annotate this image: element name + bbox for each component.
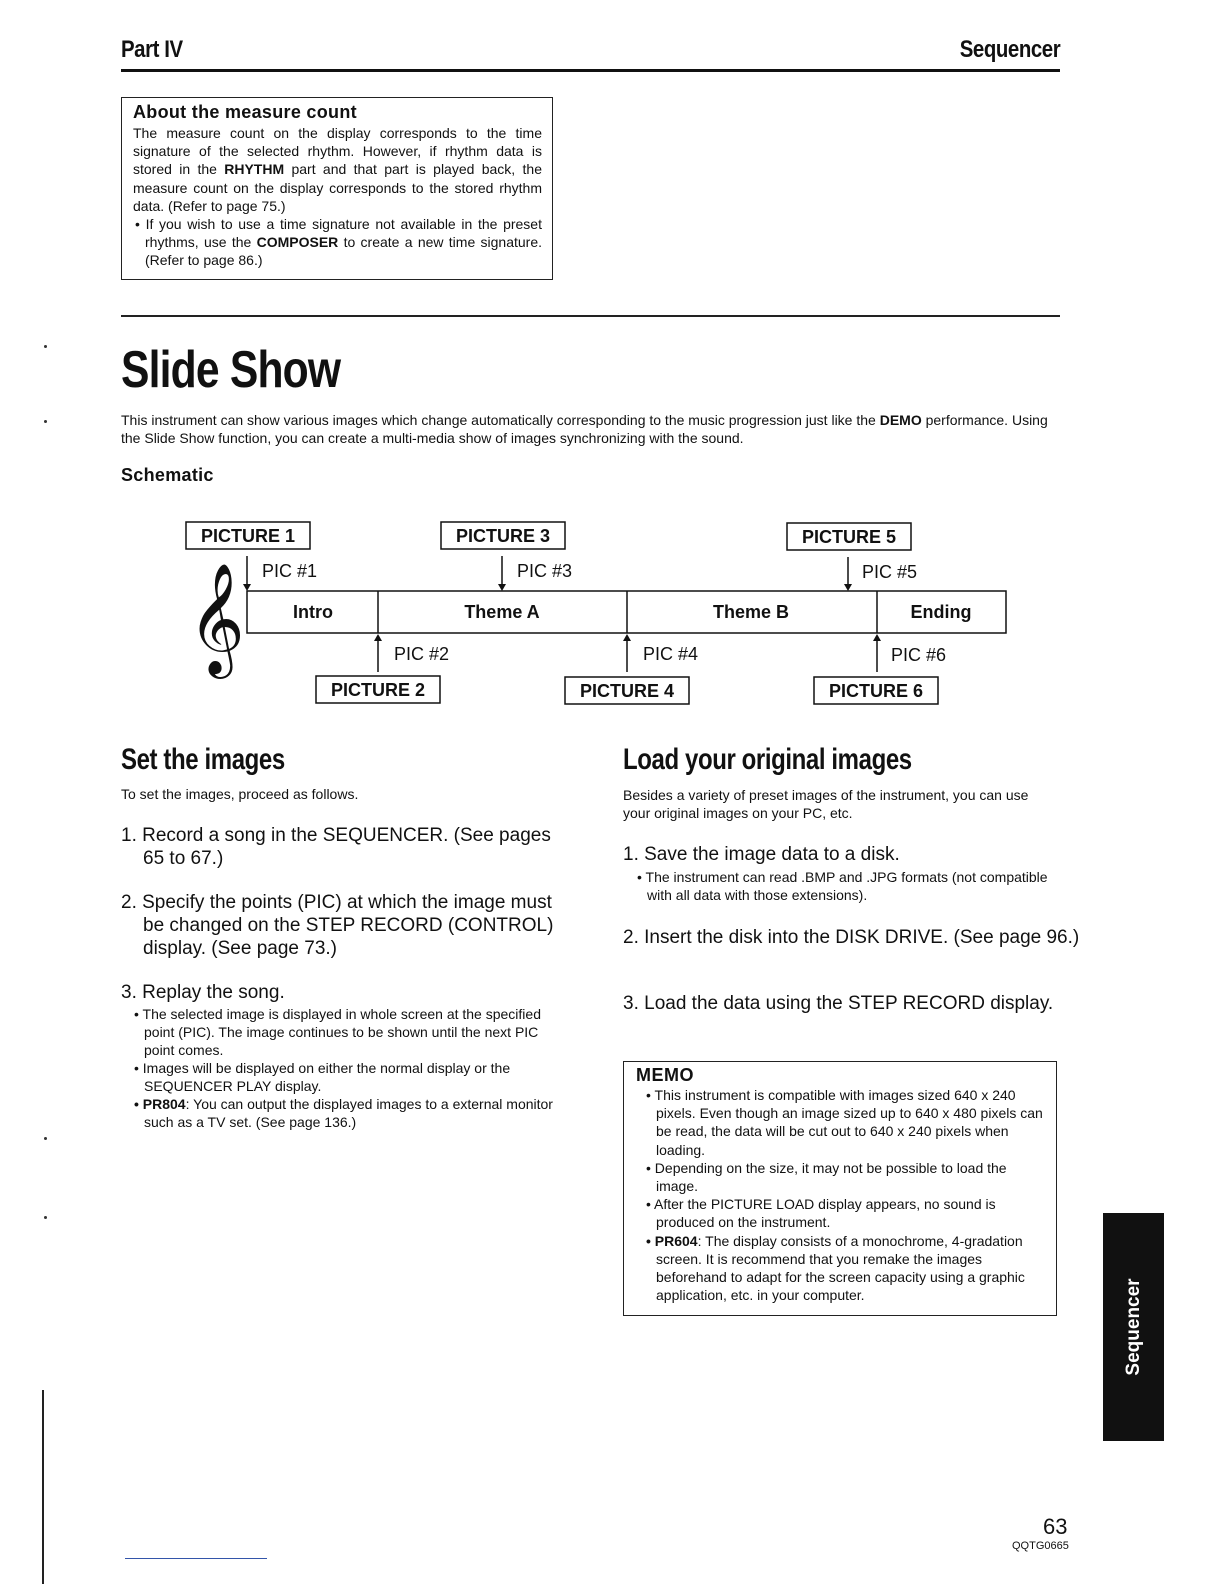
- section-side-tab: [1103, 1213, 1164, 1441]
- set-images-title: Set the images: [121, 743, 285, 776]
- list-item: • The selected image is displayed in whole screen at the specified point (PIC). The image continues to be shown until the next PIC point comes.: [134, 1006, 541, 1058]
- set-step-3-notes: [132, 1005, 554, 1131]
- slide-show-intro: This instrument can show various images which change automatically corresponding to the music progression just like the DEMO performance. Using the Slide Show function, you can create a multi-media show of images synchronizing with the sound.: [121, 412, 1048, 446]
- margin-dot: [44, 1216, 47, 1219]
- segment-theme-a: Theme A: [464, 602, 540, 622]
- segment-theme-b: Theme B: [712, 602, 790, 622]
- list-item: • Depending on the size, it may not be possible to load the image.: [646, 1159, 1007, 1195]
- load-step-1: 1. Save the image data to a disk.: [623, 844, 900, 865]
- pic-arrowhead: [623, 634, 631, 641]
- picture-label: PICTURE 6: [828, 681, 924, 701]
- set-step-3: 3. Replay the song.: [121, 982, 285, 1003]
- picture-label: PICTURE 5: [801, 527, 897, 547]
- picture-label: PICTURE 1: [200, 526, 296, 546]
- segment-ending: Ending: [910, 602, 972, 622]
- pic-label: PIC #4: [643, 644, 699, 664]
- header-part: Part IV: [121, 36, 183, 63]
- pic-label: PIC #1: [262, 561, 318, 581]
- set-step-1: 1. Record a song in the SEQUENCER. (See pages 65 to 67.): [121, 825, 551, 869]
- margin-dot: [44, 1137, 47, 1140]
- pic-arrowhead: [873, 634, 881, 641]
- list-item: • PR804: You can output the displayed images to a external monitor such as a TV set. (See page 136.): [134, 1096, 553, 1130]
- document-code: QQTG0665: [1012, 1540, 1069, 1552]
- page-number: 63: [1043, 1514, 1068, 1539]
- list-item: • The instrument can read .BMP and .JPG formats (not compatible with all data with those extensions).: [637, 869, 1048, 903]
- set-step-2: 2. Specify the points (PIC) at which the image must be changed on the STEP RECORD (CONTROL) display. (See page 73.): [121, 892, 554, 959]
- picture-label: PICTURE 2: [330, 680, 426, 700]
- footer-line: [125, 1558, 267, 1559]
- pic-label: PIC #6: [891, 645, 947, 665]
- page-title: Slide Show: [121, 341, 341, 399]
- segment-intro: Intro: [293, 602, 333, 622]
- side-tab-label: Sequencer: [1122, 1278, 1144, 1376]
- load-images-title: Load your original images: [623, 743, 912, 776]
- measure-box-paragraph: The measure count on the display corresponds to the time signature of the selected rhythm. However, if rhythm data is stored in the RHYTHM part and that part is played back, the measure count on the display corresponds to the stored rhythm data. (Refer to page 75.): [133, 125, 542, 214]
- load-step-1-note: [635, 868, 1059, 904]
- pic-label: PIC #5: [862, 562, 918, 582]
- load-step-3: 3. Load the data using the STEP RECORD display.: [623, 993, 1054, 1014]
- list-item: • After the PICTURE LOAD display appears, no sound is produced on the instrument.: [646, 1196, 996, 1231]
- measure-box-title: About the measure count: [133, 102, 357, 122]
- set-images-intro: To set the images, proceed as follows.: [121, 786, 359, 802]
- load-images-intro: Besides a variety of preset images of the instrument, you can use your original images on your PC, etc.: [623, 787, 1029, 821]
- pic-arrowhead: [498, 584, 506, 591]
- picture-label: PICTURE 3: [455, 526, 551, 546]
- pic-label: PIC #2: [394, 644, 450, 664]
- pic-arrowhead: [374, 634, 382, 641]
- pic-arrowhead: [844, 584, 852, 591]
- pic-label: PIC #3: [517, 561, 573, 581]
- margin-dot: [44, 345, 47, 348]
- memo-box: [623, 1061, 1057, 1316]
- treble-clef-icon: 𝄞: [188, 562, 245, 674]
- schematic-label: Schematic: [121, 465, 214, 485]
- header-section: Sequencer: [959, 36, 1060, 63]
- margin-line: [42, 1390, 44, 1584]
- list-item: • PR604: The display consists of a monochrome, 4-gradation screen. It is recommend that you remake the images beforehand to adapt for the screen capacity using a graphic application, etc. in your computer.: [646, 1232, 1025, 1304]
- memo-title: MEMO: [636, 1065, 694, 1085]
- load-step-2: 2. Insert the disk into the DISK DRIVE. (See page 96.): [623, 927, 1080, 948]
- measure-box-bullet: • If you wish to use a time signature not available in the preset rhythms, use the COMPOSER to create a new time signature. (Refer to page 86.): [135, 216, 543, 269]
- list-item: • Images will be displayed on either the normal display or the SEQUENCER PLAY display.: [134, 1060, 511, 1094]
- list-item: • This instrument is compatible with images sized 640 x 240 pixels. Even though an image sized up to 640 x 480 pixels can be read, the data will be cut out to 640 x 240 pixels when loading.: [646, 1087, 1043, 1158]
- schematic-diagram: [0, 0, 1224, 720]
- margin-dot: [44, 420, 47, 423]
- picture-label: PICTURE 4: [579, 681, 675, 701]
